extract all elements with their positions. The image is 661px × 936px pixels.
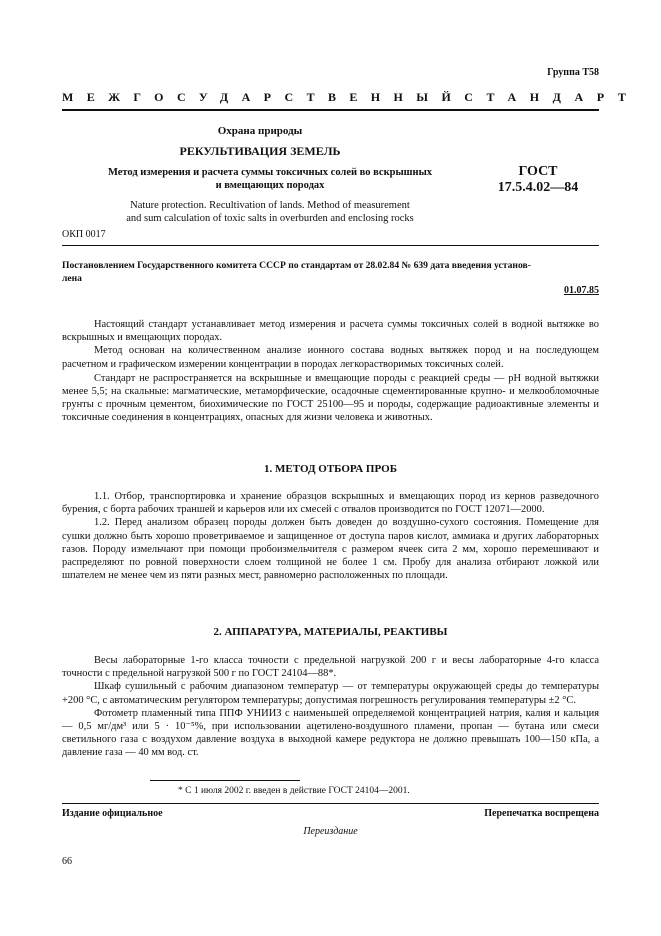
title-rule xyxy=(62,245,599,246)
section-2-paragraph: Весы лабораторные 1-го класса точности с предельной нагрузкой 200 г и весы лабораторные 4-го класса точности с предельной нагрузкой 500 г по ГОСТ 24104—88*. xyxy=(62,655,599,680)
english-title-line: and sum calculation of toxic salts in overburden and enclosing rocks xyxy=(126,213,414,224)
subtitle xyxy=(75,166,465,192)
standard-type-right: СТАНДАРТ xyxy=(464,90,640,104)
decree xyxy=(62,260,599,285)
section-2-text xyxy=(62,654,599,760)
effective-date: 01.07.85 xyxy=(564,285,599,296)
intro-paragraph: Метод основан на количественном анализе ионного состава водных вытяжек пород и на последующем расчетном и графическом измерении концентрации в породах легкорастворимых токсичных солей. xyxy=(62,345,599,370)
section-1-paragraph: 1.1. Отбор, транспортировка и хранение образцов вскрышных и вмещающих пород из кернов разведочного бурения, с борта рабочих траншей и карьеров или их смесей с отвалов производится по ГОСТ 12071—2000. xyxy=(62,491,599,516)
section-1-paragraph: 1.2. Перед анализом образец породы должен быть доведен до воздушно-сухого состояния. Помещение для сушки должно быть хорошо проветриваемое и защищенное от доступа паров кислот, аммиака и других лабораторных газов. Породу измельчают при помощи пробоизмельчителя с размером ячеек сита 2 мм, хорошо перемешивают и распределяют по ровной поверхности слоем толщиной не более 1 см. Пробу для анализа отбирают ложкой или шпателем не менее чем из пяти разных мест, равномерно расположенных по площади. xyxy=(62,517,599,582)
section-2-paragraph: Фотометр пламенный типа ППФ УНИИЗ с наименьшей определяемой концентрацией натрия, калия и кальция — 0,5 мг/дм³ или 5 · 10⁻⁵%, при использовании ацетилено-воздушного пламени, пропан — бутана или смеси светильного газа с воздухом давление воздуха в выходной камере редуктора не должно превышать 100—150 кПа, а давление газа — 40 мм вод. ст. xyxy=(62,707,599,759)
standard-type-heading xyxy=(62,90,640,105)
okp-code: ОКП 0017 xyxy=(62,229,106,240)
subtitle-line: Метод измерения и расчета суммы токсичных солей во вскрышных xyxy=(107,167,433,178)
intro-paragraph: Настоящий стандарт устанавливает метод измерения и расчета суммы токсичных солей в водной вытяжке во вскрышных и вмещающих породах. xyxy=(62,319,599,344)
topic-title: Охрана природы xyxy=(217,125,303,137)
section-2-heading: 2. АППАРАТУРА, МАТЕРИАЛЫ, РЕАКТИВЫ xyxy=(213,626,448,638)
intro-text xyxy=(62,318,599,425)
section-2-paragraph: Шкаф сушильный с рабочим диапазоном температур — от температуры окружающей среды до температуры +200 °С, с автоматическим регулятором температуры; допустимая погрешность регулирования температуры ±2 °С. xyxy=(62,681,599,706)
footnote: * С 1 июля 2002 г. введен в действие ГОСТ 24104—2001. xyxy=(178,786,410,796)
gost-label: ГОСТ xyxy=(518,164,558,179)
section-1-text xyxy=(62,490,599,582)
subtitle-line: и вмещающих породах xyxy=(215,180,325,191)
english-title-line: Nature protection. Recultivation of lands. Method of measurement xyxy=(130,200,410,211)
reissue-label: Переиздание xyxy=(303,826,358,837)
section-1-heading: 1. МЕТОД ОТБОРА ПРОБ xyxy=(264,463,397,475)
footer-rule xyxy=(62,803,599,804)
decree-line: лена xyxy=(62,272,82,284)
reprint-prohibited: Перепечатка воспрещена xyxy=(484,808,599,819)
gost-number xyxy=(478,164,598,196)
intro-paragraph: Стандарт не распространяется на вскрышные и вмещающие породы с реакцией среды — рН водной вытяжки менее 5,5; на скальные: магматические, метаморфические, осадочные сцементированные крупно- и мелкообломочные грунты с прочным цементом, биохимические по ГОСТ 25100—95 и породы, содержащие радиоактивные элементы и токсичные соединения в концентрациях, опасных для жизни человека и животных. xyxy=(62,372,599,424)
header-rule xyxy=(62,109,599,111)
group-code: Группа Т58 xyxy=(547,67,599,78)
official-edition: Издание официальное xyxy=(62,808,163,819)
footnote-rule xyxy=(150,780,300,781)
standard-type-left: МЕЖГОСУДАРСТВЕННЫЙ xyxy=(62,90,465,104)
main-title: РЕКУЛЬТИВАЦИЯ ЗЕМЕЛЬ xyxy=(179,144,341,158)
page-number: 66 xyxy=(62,856,72,867)
gost-code: 17.5.4.02—84 xyxy=(497,180,579,195)
decree-line: Постановлением Государственного комитета СССР по стандартам от 28.02.84 № 639 дата введения установ- xyxy=(62,260,531,271)
english-title xyxy=(90,199,450,225)
